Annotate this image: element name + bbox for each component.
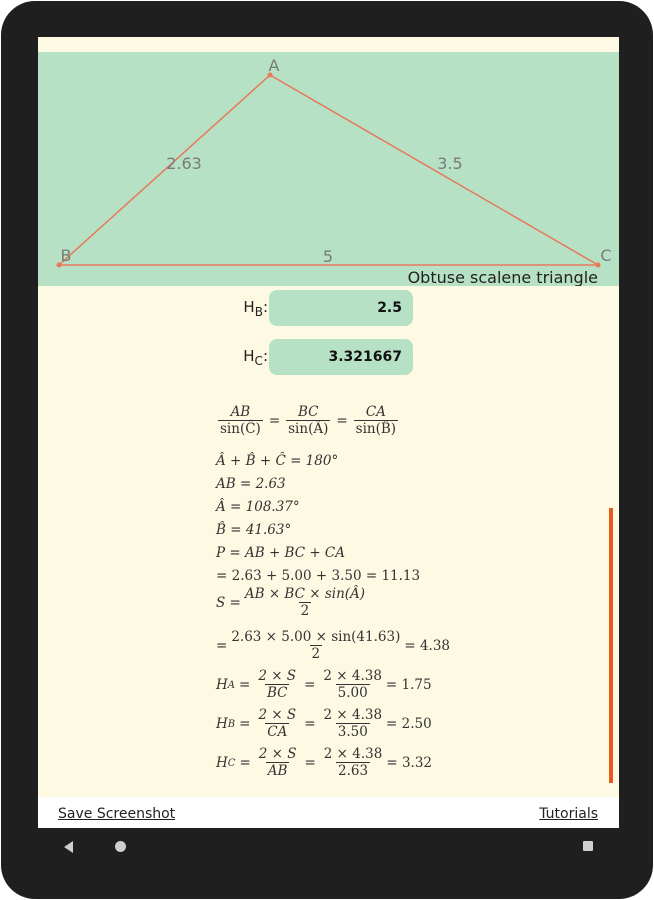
bottom-bar <box>38 797 619 828</box>
height-c-label: $H_C$: <box>243 347 268 368</box>
app-screen <box>38 37 619 828</box>
recents-square-icon[interactable] <box>583 841 593 851</box>
area-formula: S = $\frac{AB \times BC \times \sin(Â)}{2}$ <box>216 586 366 619</box>
angle-sum: Â + B̂ + Ĉ = 180° <box>216 453 339 469</box>
vertex-c-label: C <box>600 246 612 265</box>
tutorials-link[interactable]: Tutorials <box>539 806 598 822</box>
height-b-field[interactable]: 2.5 <box>269 290 413 326</box>
vertex-b-label: B <box>60 246 72 265</box>
height-b-formula: H B = $\frac{2 \times S}{CA}$ = $\frac{2 \times 4.38}{3.50}$ = 2.50 <box>216 707 432 740</box>
height-c-formula: H C = $\frac{2 \times S}{AB}$ = $\frac{2 \times 4.38}{2.63}$ = 3.32 <box>216 746 433 779</box>
law-of-sines: $\frac{AB}{\sin(Ĉ)}$ = $\frac{BC}{\sin(Â)}$ = $\frac{CA}{\sin(B̂)}$ <box>220 404 397 437</box>
edge-ab <box>59 75 270 265</box>
perimeter-calc: = 2.63 + 5.00 + 3.50 = 11.13 <box>216 568 421 584</box>
area-calc: = $\frac{2.63 \times 5.00 \times \sin(41.63)}{2}$ = 4.38 <box>216 629 451 662</box>
vertex-a-label: A <box>268 56 280 75</box>
height-a-formula: H A = $\frac{2 \times S}{BC}$ = $\frac{2 \times 4.38}{5.00}$ = 1.75 <box>216 668 432 701</box>
triangle-type-label: Obtuse scalene triangle <box>407 268 598 286</box>
side-ab-label: 2.63 <box>166 154 202 173</box>
system-nav-bar <box>1 828 653 868</box>
perimeter-formula: P = AB + BC + CA <box>216 545 346 561</box>
height-c-field[interactable]: 3.321667 <box>269 339 413 375</box>
angle-a-value: Â = 108.37° <box>216 499 300 515</box>
height-c-row <box>188 339 268 375</box>
height-b-row <box>188 290 268 326</box>
edge-ac <box>270 75 598 265</box>
ab-value: AB = 2.63 <box>216 476 286 492</box>
status-strip <box>38 37 619 52</box>
save-screenshot-link[interactable]: Save Screenshot <box>58 806 176 822</box>
angle-b-value: B̂ = 41.63° <box>216 522 292 538</box>
home-circle-icon[interactable] <box>115 841 126 852</box>
scrollbar[interactable] <box>609 508 613 783</box>
side-ca-label: 3.5 <box>437 154 463 173</box>
height-b-label: $H_B$: <box>243 298 268 319</box>
side-bc-label: 5 <box>322 247 334 266</box>
back-triangle-icon[interactable] <box>64 841 73 853</box>
triangle-drawing <box>38 52 619 286</box>
triangle-canvas[interactable] <box>38 52 619 286</box>
